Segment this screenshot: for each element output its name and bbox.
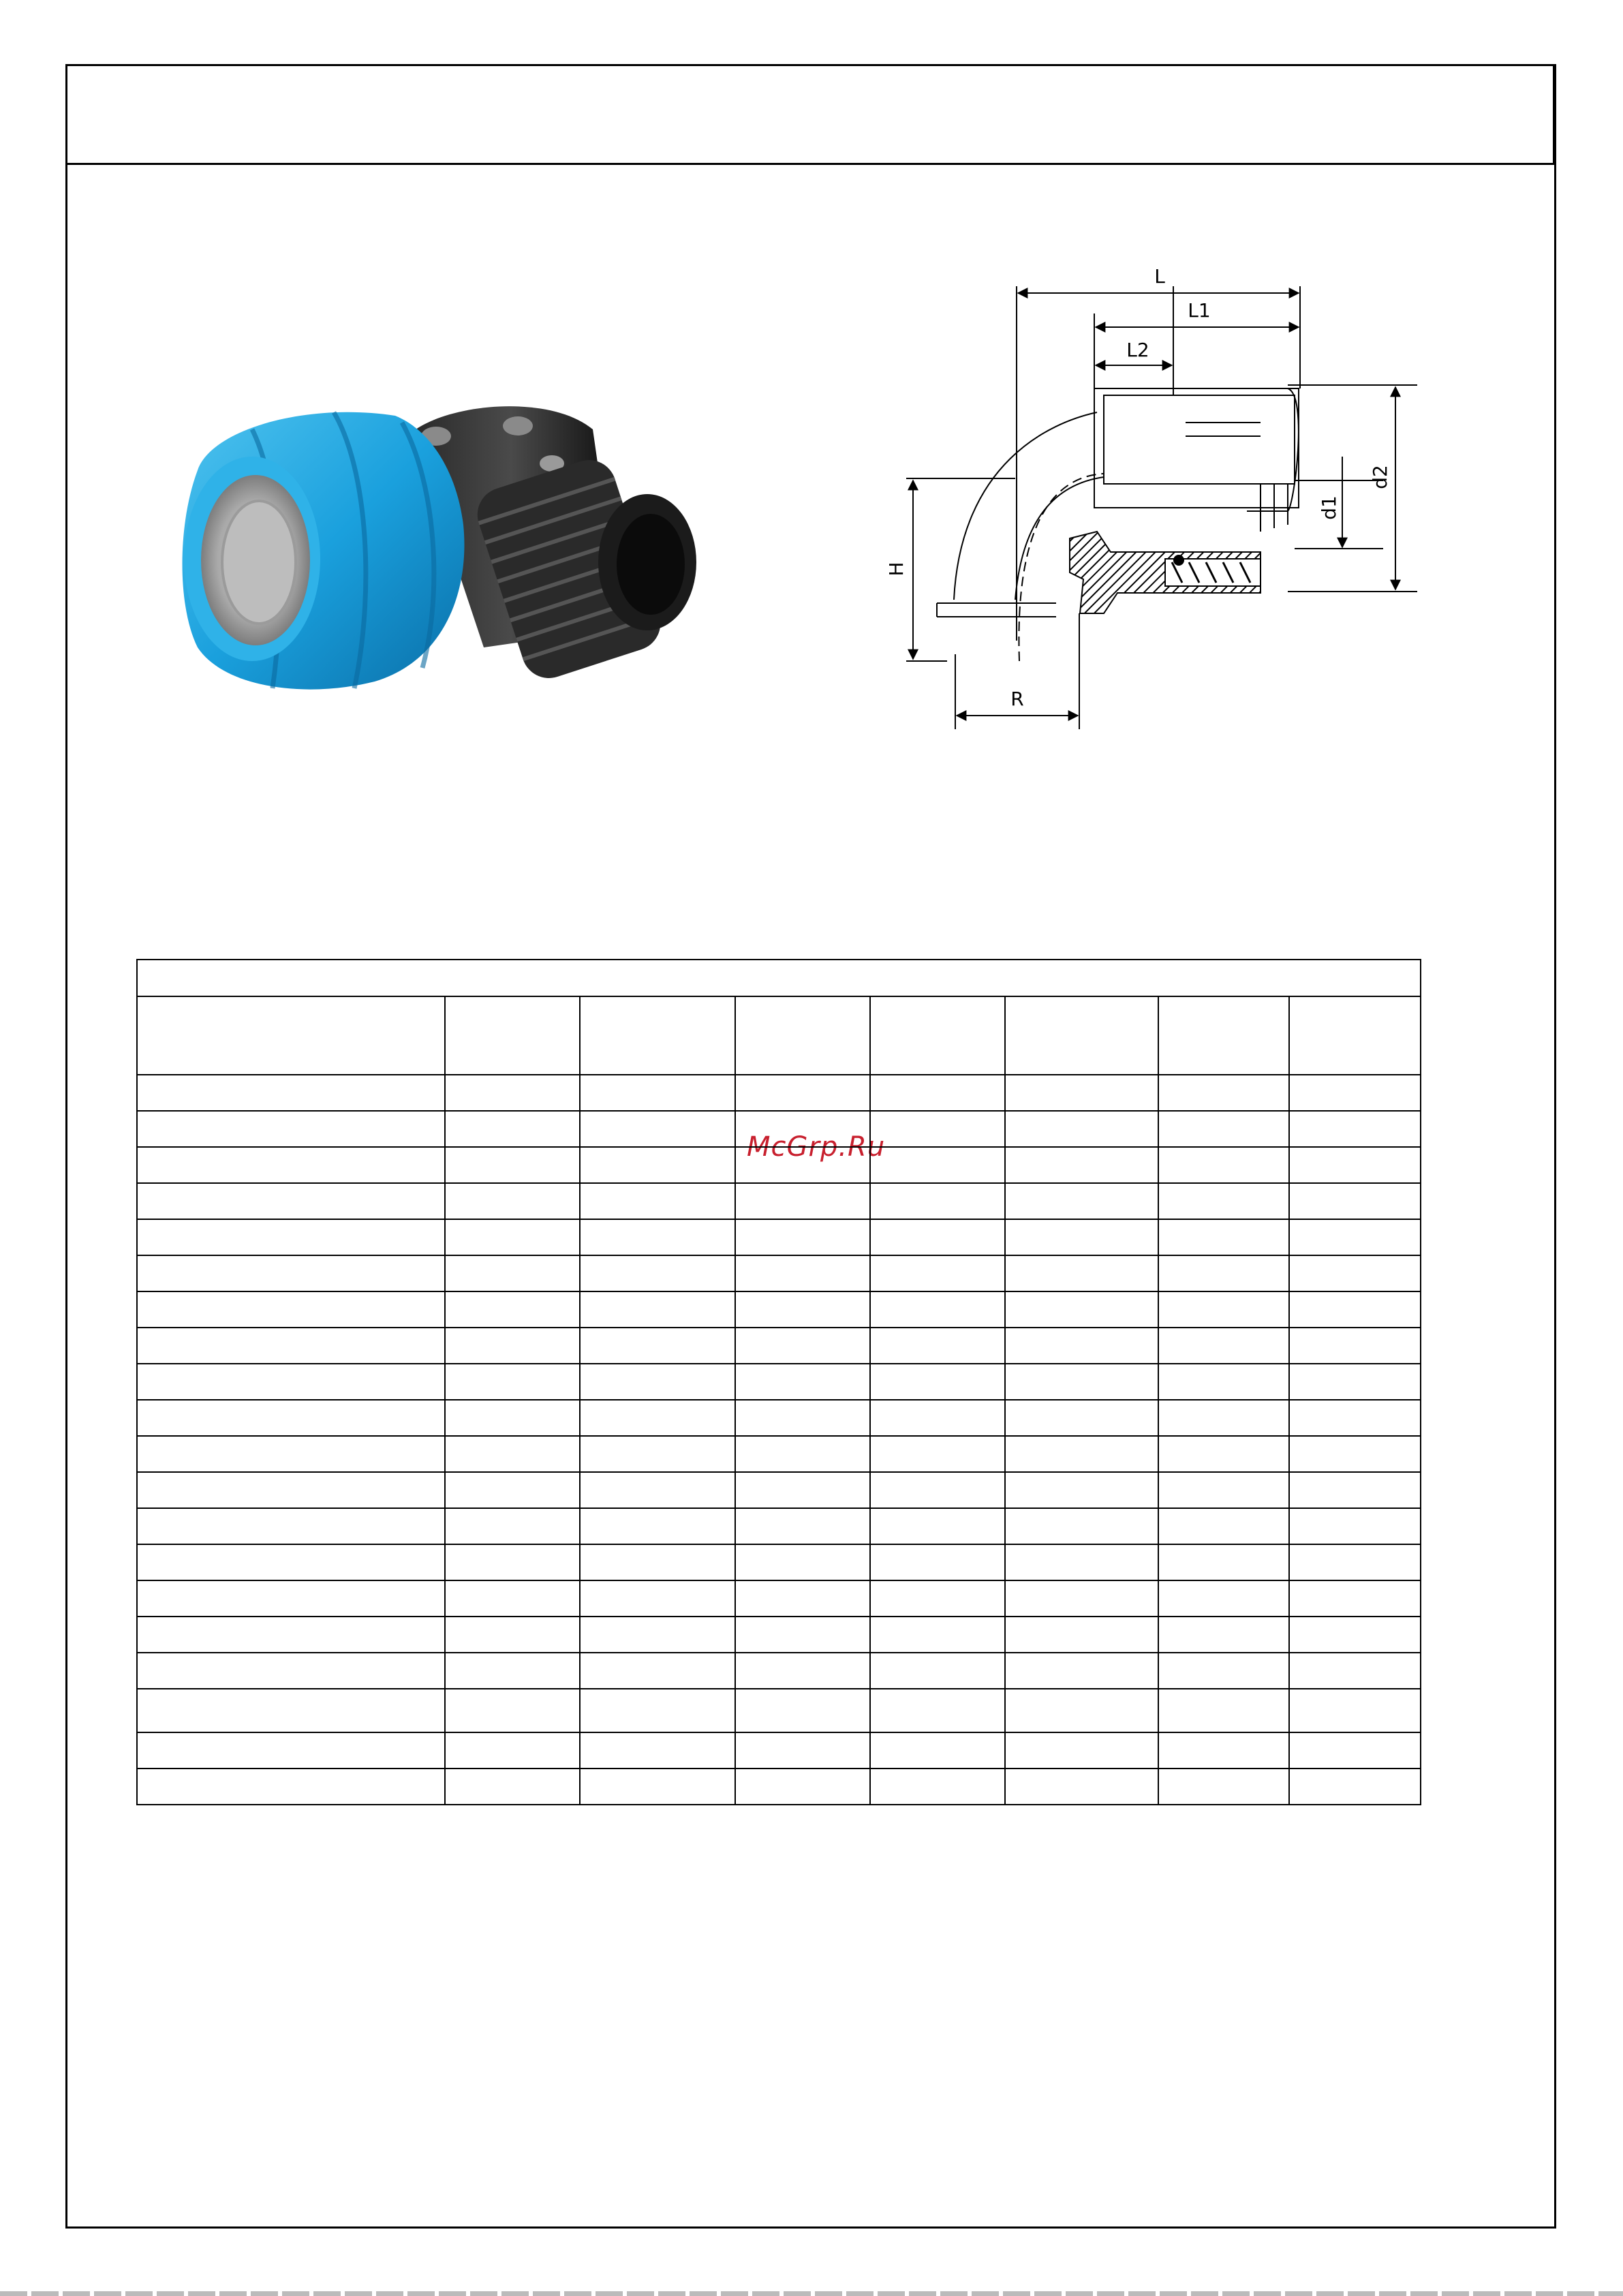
table-cell bbox=[580, 1544, 735, 1580]
table-cell bbox=[445, 1400, 580, 1436]
table-cell bbox=[1289, 1364, 1421, 1400]
table-cell bbox=[1158, 1732, 1289, 1769]
table-cell bbox=[1158, 1617, 1289, 1653]
threaded-end bbox=[470, 453, 696, 686]
table-cell bbox=[137, 1075, 445, 1111]
table-cell bbox=[1158, 1653, 1289, 1689]
table-cell bbox=[1158, 1255, 1289, 1291]
table-cell bbox=[580, 1183, 735, 1219]
table-cell bbox=[580, 1580, 735, 1617]
table-cell bbox=[1289, 1291, 1421, 1328]
table-cell bbox=[870, 1328, 1005, 1364]
table-cell bbox=[735, 1328, 870, 1364]
table-cell bbox=[137, 1147, 445, 1183]
table-cell bbox=[1005, 1075, 1158, 1111]
table-cell bbox=[735, 1183, 870, 1219]
table-cell bbox=[1005, 1769, 1158, 1805]
table-cell bbox=[870, 1544, 1005, 1580]
table-cell bbox=[735, 1508, 870, 1544]
table-row bbox=[137, 1400, 1421, 1436]
table-cell bbox=[870, 1291, 1005, 1328]
table-title-row bbox=[137, 960, 1421, 996]
table-cell bbox=[445, 1183, 580, 1219]
table-cell bbox=[735, 1472, 870, 1508]
table-cell bbox=[137, 1580, 445, 1617]
table-cell bbox=[735, 1436, 870, 1472]
table-cell bbox=[580, 1732, 735, 1769]
table-cell bbox=[870, 1400, 1005, 1436]
table-cell bbox=[1289, 1769, 1421, 1805]
table-cell bbox=[1005, 1111, 1158, 1147]
table-cell bbox=[870, 1219, 1005, 1255]
table-cell bbox=[1005, 1436, 1158, 1472]
table-cell bbox=[580, 1617, 735, 1653]
table-cell bbox=[1005, 1291, 1158, 1328]
dim-label-H: H bbox=[885, 562, 908, 577]
table-cell bbox=[1005, 1400, 1158, 1436]
table-header-row bbox=[137, 996, 1421, 1075]
table-row bbox=[137, 1075, 1421, 1111]
table-row bbox=[137, 1472, 1421, 1508]
table-cell bbox=[1289, 1617, 1421, 1653]
table-cell bbox=[137, 996, 445, 1075]
table-row bbox=[137, 1769, 1421, 1805]
table-cell bbox=[1289, 1508, 1421, 1544]
dim-label-d2: d2 bbox=[1369, 465, 1391, 489]
table-cell bbox=[580, 1255, 735, 1291]
table-cell bbox=[137, 1436, 445, 1472]
table-row bbox=[137, 1291, 1421, 1328]
table-cell bbox=[137, 1508, 445, 1544]
table-cell bbox=[445, 1147, 580, 1183]
table-cell bbox=[1158, 1328, 1289, 1364]
table-cell bbox=[445, 1472, 580, 1508]
table-cell bbox=[445, 1689, 580, 1732]
table-cell bbox=[735, 1111, 870, 1147]
table-cell bbox=[1158, 1544, 1289, 1580]
table-row bbox=[137, 1732, 1421, 1769]
table-cell bbox=[1289, 1580, 1421, 1617]
table-cell bbox=[735, 1255, 870, 1291]
table-cell bbox=[1005, 1183, 1158, 1219]
table-cell bbox=[445, 1328, 580, 1364]
table-cell bbox=[870, 1111, 1005, 1147]
table-cell bbox=[1158, 1111, 1289, 1147]
table-cell bbox=[580, 1075, 735, 1111]
table-cell bbox=[1005, 1732, 1158, 1769]
table-cell bbox=[1158, 1400, 1289, 1436]
table-cell bbox=[1005, 1653, 1158, 1689]
table-cell bbox=[870, 1436, 1005, 1472]
table-row bbox=[137, 1544, 1421, 1580]
table-cell bbox=[1158, 1508, 1289, 1544]
table-cell bbox=[1158, 1580, 1289, 1617]
table-cell bbox=[137, 1328, 445, 1364]
table-cell bbox=[1005, 996, 1158, 1075]
table-cell bbox=[735, 1291, 870, 1328]
table-cell bbox=[445, 1219, 580, 1255]
table-cell bbox=[735, 1544, 870, 1580]
table-cell bbox=[580, 1111, 735, 1147]
table-cell bbox=[137, 1472, 445, 1508]
table-cell bbox=[137, 1219, 445, 1255]
table-cell bbox=[1289, 1328, 1421, 1364]
table-cell bbox=[1158, 1291, 1289, 1328]
table-row bbox=[137, 1147, 1421, 1183]
table-cell bbox=[1158, 1769, 1289, 1805]
table-cell bbox=[137, 1617, 445, 1653]
compression-nut bbox=[183, 412, 465, 690]
table-cell bbox=[445, 1364, 580, 1400]
table-cell bbox=[870, 1183, 1005, 1219]
table-cell bbox=[445, 1769, 580, 1805]
table-cell bbox=[1158, 1147, 1289, 1183]
table-cell bbox=[1289, 1732, 1421, 1769]
table-cell bbox=[1289, 1111, 1421, 1147]
table-cell bbox=[137, 1653, 445, 1689]
table-cell bbox=[870, 1255, 1005, 1291]
table-cell bbox=[445, 1653, 580, 1689]
table-cell bbox=[735, 1769, 870, 1805]
table-cell bbox=[1158, 1075, 1289, 1111]
dim-label-L: L bbox=[1154, 265, 1165, 288]
table-cell bbox=[735, 1653, 870, 1689]
table-cell bbox=[1005, 1364, 1158, 1400]
table-cell bbox=[580, 1653, 735, 1689]
table-cell bbox=[445, 1436, 580, 1472]
table-cell bbox=[580, 1689, 735, 1732]
table-title-cell bbox=[137, 960, 1421, 996]
dim-label-L2: L2 bbox=[1126, 339, 1149, 361]
table-cell bbox=[1005, 1508, 1158, 1544]
table-cell bbox=[735, 1580, 870, 1617]
table-cell bbox=[1005, 1617, 1158, 1653]
table-row bbox=[137, 1580, 1421, 1617]
table-cell bbox=[445, 1508, 580, 1544]
table-cell bbox=[870, 1689, 1005, 1732]
table-cell bbox=[445, 1291, 580, 1328]
table-cell bbox=[137, 1544, 445, 1580]
table-cell bbox=[1289, 1075, 1421, 1111]
table-cell bbox=[445, 1544, 580, 1580]
table-row bbox=[137, 1364, 1421, 1400]
table-row bbox=[137, 1436, 1421, 1472]
table-row bbox=[137, 1219, 1421, 1255]
table-cell bbox=[1289, 1219, 1421, 1255]
table-cell bbox=[735, 1400, 870, 1436]
table-cell bbox=[1005, 1328, 1158, 1364]
table-cell bbox=[1289, 1436, 1421, 1472]
table-cell bbox=[870, 1472, 1005, 1508]
watermark: McGrp.Ru bbox=[747, 1131, 886, 1163]
product-photo bbox=[170, 388, 736, 702]
table-cell bbox=[735, 1075, 870, 1111]
table-cell bbox=[445, 1617, 580, 1653]
table-cell bbox=[137, 1732, 445, 1769]
table-cell bbox=[580, 1364, 735, 1400]
table-cell bbox=[445, 1580, 580, 1617]
table-cell bbox=[1005, 1255, 1158, 1291]
table-cell bbox=[735, 1732, 870, 1769]
dim-label-L1: L1 bbox=[1188, 299, 1211, 322]
table-cell bbox=[445, 1732, 580, 1769]
table-cell bbox=[580, 1508, 735, 1544]
table-cell bbox=[1289, 1544, 1421, 1580]
table-cell bbox=[735, 1147, 870, 1183]
table-cell bbox=[1289, 1183, 1421, 1219]
table-cell bbox=[1158, 996, 1289, 1075]
table-cell bbox=[870, 996, 1005, 1075]
table-row bbox=[137, 1689, 1421, 1732]
table-cell bbox=[870, 1508, 1005, 1544]
table-cell bbox=[580, 1769, 735, 1805]
table-cell bbox=[580, 1472, 735, 1508]
table-cell bbox=[1289, 1653, 1421, 1689]
table-cell bbox=[1289, 996, 1421, 1075]
table-cell bbox=[1158, 1219, 1289, 1255]
table-cell bbox=[580, 1436, 735, 1472]
table-cell bbox=[1158, 1436, 1289, 1472]
table-cell bbox=[580, 996, 735, 1075]
table-row bbox=[137, 1111, 1421, 1147]
dim-label-R: R bbox=[1010, 688, 1024, 710]
table-row bbox=[137, 1508, 1421, 1544]
table-cell bbox=[735, 1617, 870, 1653]
table-cell bbox=[137, 1769, 445, 1805]
table-cell bbox=[870, 1617, 1005, 1653]
table-cell bbox=[1289, 1689, 1421, 1732]
table-cell bbox=[137, 1364, 445, 1400]
table-cell bbox=[870, 1769, 1005, 1805]
dim-label-d1: d1 bbox=[1318, 495, 1340, 520]
table-row bbox=[137, 1653, 1421, 1689]
table-row bbox=[137, 1328, 1421, 1364]
table-cell bbox=[1289, 1255, 1421, 1291]
table-cell bbox=[445, 1111, 580, 1147]
table-cell bbox=[137, 1255, 445, 1291]
table-cell bbox=[870, 1653, 1005, 1689]
table-cell bbox=[1005, 1689, 1158, 1732]
table-cell bbox=[580, 1147, 735, 1183]
table-cell bbox=[870, 1732, 1005, 1769]
table-row bbox=[137, 1617, 1421, 1653]
table-cell bbox=[870, 1364, 1005, 1400]
table-cell bbox=[1005, 1580, 1158, 1617]
table-cell bbox=[735, 996, 870, 1075]
table-cell bbox=[1005, 1544, 1158, 1580]
table-cell bbox=[1158, 1689, 1289, 1732]
table-cell bbox=[870, 1580, 1005, 1617]
header-box bbox=[65, 64, 1555, 165]
table-cell bbox=[870, 1075, 1005, 1111]
table-cell bbox=[445, 1075, 580, 1111]
table-cell bbox=[1005, 1219, 1158, 1255]
table-cell bbox=[1289, 1472, 1421, 1508]
table-cell bbox=[1158, 1183, 1289, 1219]
bottom-strip bbox=[0, 2291, 1623, 2296]
table-row bbox=[137, 1255, 1421, 1291]
table-cell bbox=[580, 1291, 735, 1328]
table-cell bbox=[735, 1219, 870, 1255]
table-cell bbox=[1289, 1400, 1421, 1436]
table-cell bbox=[735, 1364, 870, 1400]
table-cell bbox=[137, 1111, 445, 1147]
table-cell bbox=[137, 1291, 445, 1328]
table-cell bbox=[1005, 1147, 1158, 1183]
table-cell bbox=[1005, 1472, 1158, 1508]
table-cell bbox=[1158, 1364, 1289, 1400]
table-cell bbox=[445, 996, 580, 1075]
spec-table bbox=[136, 959, 1421, 1805]
table-cell bbox=[580, 1219, 735, 1255]
table-cell bbox=[137, 1400, 445, 1436]
table-cell bbox=[735, 1689, 870, 1732]
table-cell bbox=[870, 1147, 1005, 1183]
table-row bbox=[137, 1183, 1421, 1219]
table-cell bbox=[1158, 1472, 1289, 1508]
table-cell bbox=[1289, 1147, 1421, 1183]
table-cell bbox=[445, 1255, 580, 1291]
table-cell bbox=[580, 1400, 735, 1436]
technical-drawing bbox=[879, 259, 1438, 736]
table-cell bbox=[137, 1689, 445, 1732]
table-cell bbox=[580, 1328, 735, 1364]
table-cell bbox=[137, 1183, 445, 1219]
